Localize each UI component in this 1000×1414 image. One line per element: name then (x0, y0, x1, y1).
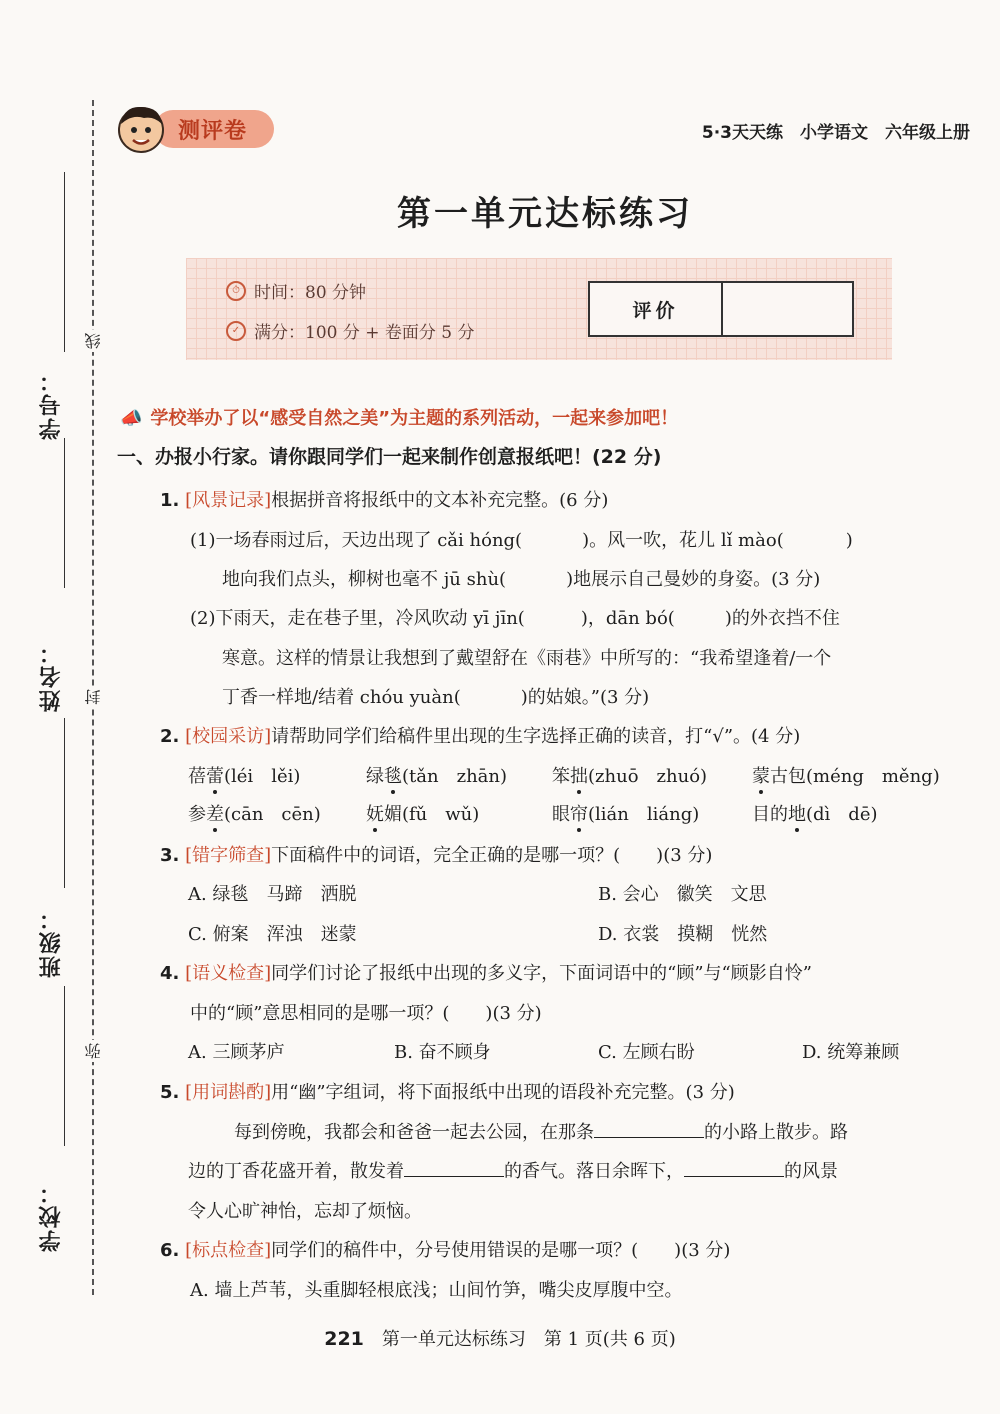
q2-item-1[interactable] (188, 762, 300, 788)
q5-blank-1[interactable] (594, 1119, 704, 1138)
q2-item-3[interactable] (552, 762, 707, 788)
q5-text: 用“幽”字组词，将下面报纸中出现的语段补充完整。(3 分) (271, 1082, 735, 1103)
q2-item-2-pinyin: (tǎn zhān) (402, 766, 508, 787)
q2-item-5-pre: 参 (188, 804, 206, 825)
q2-item-4-char: 蒙 (752, 762, 770, 788)
q2-item-3-pinyin: (zhuō zhuó) (588, 766, 708, 787)
q6-heading (160, 1236, 730, 1262)
exam-info-box (186, 258, 892, 360)
q5-para-line-1 (234, 1118, 848, 1144)
q1-l1-part-c: ) (845, 530, 853, 551)
q5-p2-part-b: 的香气。落日余晖下， (504, 1161, 684, 1182)
q5-tag: [用词斟酌] (185, 1082, 272, 1103)
q5-para-line-2 (188, 1157, 838, 1183)
q1-l5-part-a: 丁香一样地/结着 chóu yuàn( (222, 687, 461, 708)
name-label: 姓名： (39, 640, 64, 712)
q2-item-1-pre: 蓓 (188, 766, 206, 787)
section-1-heading: 一、办报小行家。请你跟同学们一起来制作创意报纸吧！(22 分) (117, 446, 662, 468)
q2-item-5[interactable] (188, 800, 321, 826)
q1-text: 根据拼音将报纸中的文本补充完整。(6 分) (271, 490, 609, 511)
q6-option-a[interactable]: A. 墙上芦苇，头重脚轻根底浅；山间竹笋，嘴尖皮厚腹中空。 (190, 1280, 683, 1301)
q2-item-5-pinyin: (cān cēn) (224, 804, 321, 825)
school-line[interactable] (64, 986, 65, 1146)
q1-l2-part-b: )地展示自己曼妙的身姿。(3 分) (566, 569, 821, 590)
megaphone-icon: 📣 (120, 408, 143, 429)
school-label: 学校： (39, 1180, 64, 1252)
q1-tag: [风景记录] (185, 490, 272, 511)
q2-item-8-pinyin: (dì dē) (806, 804, 878, 825)
q2-item-8[interactable] (752, 800, 878, 826)
q2-item-4[interactable] (752, 762, 940, 788)
q4-text-2: 中的“顾”意思相同的是哪一项？( )(3 分) (190, 1003, 542, 1024)
q4-option-d[interactable]: D. 统筹兼顾 (802, 1042, 900, 1063)
evaluation-label: 评价 (590, 283, 723, 335)
q6-tag: [标点检查] (185, 1240, 272, 1261)
seal-mark-seal: 封 (82, 686, 105, 708)
seal-mark-line: 线 (82, 330, 105, 352)
footer-text: 第一单元达标练习 第 1 页(共 6 页) (381, 1329, 676, 1350)
q5-p2-part-a: 边的丁香花盛开着，散发着 (188, 1161, 404, 1182)
q2-item-2[interactable] (366, 762, 507, 788)
q3-option-c[interactable]: C. 俯案 浑浊 迷蒙 (188, 924, 357, 945)
q5-heading (160, 1078, 735, 1104)
q5-p1-part-b: 的小路上散步。路 (704, 1122, 848, 1143)
q4-tag: [语义检查] (185, 963, 272, 984)
q1-l2-part-a: 地向我们点头，柳树也毫不 jū shù( (222, 569, 507, 590)
q4-number: 4. (160, 963, 180, 984)
seal-mark-close: 弥 (82, 1040, 105, 1062)
q2-item-6[interactable] (366, 800, 479, 826)
q5-number: 5. (160, 1082, 180, 1103)
series-info: 5·3天天练 小学语文 六年级上册 (701, 123, 970, 143)
q1-l1-part-b: )。风一吹，花儿 lǐ mào( (582, 530, 784, 551)
q2-text: 请帮助同学们给稿件里出现的生字选择正确的读音，打“√”。(4 分) (271, 726, 801, 747)
q4-heading (160, 959, 812, 985)
q6-text: 同学们的稿件中，分号使用错误的是哪一项？( )(3 分) (271, 1240, 731, 1261)
page-number: 221 (324, 1328, 364, 1350)
q1-line-2 (222, 565, 820, 591)
q4-text: 同学们讨论了报纸中出现的多义字，下面词语中的“顾”与“顾影自怜” (271, 963, 812, 984)
q1-l3-part-c: )的外衣挡不住 (724, 608, 840, 629)
name-line-top (64, 438, 65, 588)
q2-item-8-pre: 目的 (752, 804, 788, 825)
q5-para-line-3: 令人心旷神怡，忘却了烦恼。 (188, 1201, 422, 1222)
q3-option-d[interactable]: D. 衣裳 摸糊 恍然 (598, 924, 768, 945)
class-line[interactable] (64, 718, 65, 888)
q2-item-7-pre: 眼 (552, 804, 570, 825)
check-icon: ✓ (226, 321, 246, 341)
q2-item-7-char: 帘 (570, 800, 588, 826)
q2-item-3-pre: 笨 (552, 766, 570, 787)
q1-line-5 (222, 683, 649, 709)
q3-number: 3. (160, 845, 180, 866)
q1-line-1 (190, 526, 853, 552)
score-row (226, 318, 475, 343)
q1-l3-part-b: )，dān bó( (580, 608, 675, 629)
q2-item-2-pre: 绿 (366, 766, 384, 787)
q4-option-a[interactable]: A. 三顾茅庐 (188, 1042, 285, 1063)
time-row (226, 278, 366, 303)
evaluation-box (588, 281, 854, 337)
q2-item-7-pinyin: (lián liáng) (588, 804, 700, 825)
q2-item-8-char: 地 (788, 800, 806, 826)
q1-line-3 (190, 604, 840, 630)
time-text: 时间：80 分钟 (254, 283, 367, 303)
q3-option-b[interactable]: B. 会心 徽笑 文思 (598, 884, 767, 905)
q5-p2-part-c: 的风景 (784, 1161, 838, 1182)
evaluation-field[interactable] (723, 283, 852, 335)
q4-option-c[interactable]: C. 左顾右盼 (598, 1042, 695, 1063)
q2-number: 2. (160, 726, 180, 747)
q2-heading (160, 722, 800, 748)
q2-item-2-char: 毯 (384, 762, 402, 788)
activity-intro (120, 404, 678, 430)
q2-item-6-char: 妩 (366, 800, 384, 826)
q6-number: 6. (160, 1240, 180, 1261)
q3-heading (160, 841, 712, 867)
q1-l5-part-b: )的姑娘。”(3 分) (520, 687, 650, 708)
q1-l1-part-a: (1)一场春雨过后，天边出现了 cǎi hóng( (190, 530, 523, 551)
q1-line-4: 寒意。这样的情景让我想到了戴望舒在《雨巷》中所写的：“我希望逢着/一个 (222, 648, 832, 669)
q1-heading (160, 486, 608, 512)
q3-tag: [错字筛查] (185, 845, 272, 866)
boy-mascot-icon (116, 102, 166, 154)
page-footer (0, 1325, 1000, 1351)
q2-tag: [校园采访] (185, 726, 272, 747)
q3-text: 下面稿件中的词语，完全正确的是哪一项？( )(3 分) (271, 845, 713, 866)
q2-item-6-post: 媚 (384, 804, 402, 825)
student-id-label: 学号： (39, 368, 64, 440)
q2-item-1-char: 蕾 (206, 762, 224, 788)
q2-item-4-pinyin: (méng měng) (806, 766, 940, 787)
class-label: 班级： (39, 906, 64, 978)
q2-item-1-pinyin: (léi lěi) (224, 766, 301, 787)
q5-p1-part-a: 每到傍晚，我都会和爸爸一起去公园，在那条 (234, 1122, 594, 1143)
score-text: 满分：100 分 + 卷面分 5 分 (254, 323, 475, 343)
intro-text: 学校举办了以“感受自然之美”为主题的系列活动，一起来参加吧！ (150, 408, 679, 429)
q1-number: 1. (160, 490, 180, 511)
q1-l3-part-a: (2)下雨天，走在巷子里，冷风吹动 yī jīn( (190, 608, 525, 629)
test-badge (116, 102, 278, 154)
q2-item-3-char: 拙 (570, 762, 588, 788)
page-title: 第一单元达标练习 (397, 194, 693, 234)
q4-option-b[interactable]: B. 奋不顾身 (394, 1042, 491, 1063)
q2-item-4-post: 古包 (770, 766, 806, 787)
clock-icon: ⏱ (226, 281, 246, 301)
q5-blank-2[interactable] (404, 1158, 504, 1177)
q2-item-7[interactable] (552, 800, 699, 826)
q2-item-6-pinyin: (fǔ wǔ) (402, 804, 480, 825)
q2-item-5-char: 差 (206, 800, 224, 826)
q3-option-a[interactable]: A. 绿毯 马蹄 洒脱 (188, 884, 357, 905)
badge-label: 测评卷 (178, 119, 248, 144)
q5-blank-3[interactable] (684, 1158, 784, 1177)
